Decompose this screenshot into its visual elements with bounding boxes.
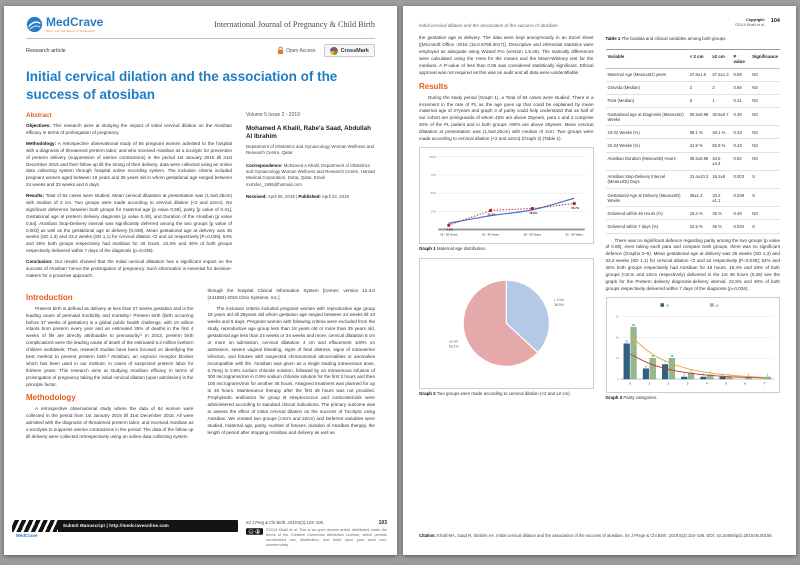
svg-text:5: 5 — [724, 381, 727, 386]
abstract-objectives: Objectives: This research aims at studying the impact of initial cervical dilation on the Atosiban efficacy in terms of prolongation of pregnancy. — [26, 123, 232, 135]
svg-text:5,9%: 5,9% — [446, 227, 454, 232]
medcrave-globe-icon — [26, 16, 43, 33]
svg-text:4: 4 — [705, 381, 708, 386]
open-access-badge — [277, 46, 315, 55]
abstract-methodology: Methodology: A retrospective observational study of 84 pregnant women admitted to the hospital with a diagnosis of threatened preterm labor, and who received Atosiban as a tocolytic for prevention of preterm delivery (suppression of uterine contractions) in the period 1st January 2015 till 31st December 2015 and their follow up till the timing of their delivery, data were collected using an online data collecting system through hospital online recording system. The inclusion criteria included pregnant women aged between 18 years and 35 years old in whom gestational age ranged between 24 weeks and 33 weeks and 6 days. — [26, 140, 232, 188]
table1-header: Variable — [606, 49, 688, 68]
table-row: 32-34 Weeks (%) 41.9 % 50.9 % 0.43 NS — [606, 139, 781, 152]
page2-number: 104 — [770, 18, 780, 24]
svg-text:2: 2 — [667, 381, 669, 386]
graph3-chart — [606, 297, 781, 394]
svg-text:26,2%: 26,2% — [487, 212, 496, 217]
table1-header: < 2 cm — [688, 49, 711, 68]
abstract-conclusion: Conclusion: Our results showed that the Initial cervical dilatation has a significant impact on the success of Atosiban' hence the prolongation of pregnancy. Such information is essential for decision-makers for a proactive approach. — [26, 259, 233, 278]
submit-manuscript-banner[interactable] — [12, 520, 238, 532]
page2-header — [419, 14, 780, 28]
maternal-age-line-chart — [422, 151, 591, 240]
svg-text:20: 20 — [615, 336, 619, 340]
page2-left-column — [419, 35, 594, 407]
svg-text:18 - 20 Years: 18 - 20 Years — [440, 232, 458, 237]
svg-text:0: 0 — [616, 377, 619, 381]
svg-text:25: 25 — [631, 323, 635, 327]
svg-text:50%: 50% — [430, 191, 437, 196]
logo-tagline: Step into the World of Research — [46, 29, 95, 33]
authors: Mohamed A Khalil, Rabe'a Saad, Abdullah Al Ibrahim — [246, 125, 372, 140]
open-access-icon — [277, 46, 284, 55]
page-1 — [4, 6, 397, 555]
correspondence: Correspondence: Mohamed A Khalil, Department of Obstetrics and Gynaecology Woman Wellness and Research Centre, Hamad Medical Corporation, Doha, Qatar, Email mohdoc_1985@hotmail.com — [246, 162, 375, 187]
cerner-paragraph: through the hospital Clinical Information System [Cerner; version 12.4.0 (441592)-2016 Citrix Systems, Inc.]. — [207, 287, 375, 300]
table-row: Para (Median) 0 1 0.41 NS — [606, 94, 781, 107]
svg-text:25%: 25% — [430, 209, 437, 214]
table-row: Gravida (Median) 2 2 0.69 NS — [606, 81, 781, 94]
svg-text:10: 10 — [669, 354, 673, 358]
article-info-column — [246, 112, 375, 284]
svg-text:5: 5 — [644, 365, 647, 369]
svg-text:1: 1 — [728, 373, 730, 377]
svg-text:< 2 cm: < 2 cm — [553, 298, 564, 303]
journal-header — [26, 16, 375, 39]
footer-brand: MedCrave — [16, 532, 38, 538]
svg-text:3: 3 — [689, 369, 692, 373]
svg-text:≥2: ≥2 — [714, 303, 719, 308]
affiliation: Department of Obstetrics and Gynaecology Woman Wellness and Research Centre, Qatar — [246, 143, 374, 156]
article-title: Initial cervical dilation and the association of the success of atosiban — [26, 69, 338, 102]
methodology-paragraph: A retrospective observational study where the data of 84 women were collected in the period from 1st January 2015 till 31st December 2015. All were admitted with the diagnosis of threatened preterm labor, and received Atosiban as a tocolysis to suppress uterine contractions in the period. The data of the follow up till delivery were collected retrospectively using an online data collecting system — [26, 406, 194, 440]
cc-license-icon — [246, 528, 263, 535]
page-2 — [403, 6, 796, 555]
page1-footer — [12, 520, 387, 549]
svg-text:7: 7 — [763, 381, 765, 386]
svg-text:1: 1 — [648, 381, 650, 386]
table1-body — [606, 68, 781, 233]
table1-header: P value — [732, 49, 751, 68]
svg-text:10: 10 — [615, 356, 619, 360]
svg-text:2: 2 — [709, 371, 711, 375]
medcrave-logo — [26, 16, 103, 33]
crossmark-badge[interactable] — [324, 44, 375, 57]
svg-text:31 - 35 Years: 31 - 35 Years — [565, 232, 583, 237]
svg-text:<2: <2 — [665, 303, 669, 308]
volume-issue: Volume 5 Issue 2 - 2019 — [246, 112, 300, 119]
svg-text:63.1%: 63.1% — [448, 344, 459, 349]
table1-header: Significance — [750, 49, 780, 68]
table-row: Maternal Age (Mean±SD) years 27.8±1.8 27.2±1.3 0.59 NS — [606, 68, 781, 81]
parity-bar-chart — [609, 301, 778, 390]
svg-text:30: 30 — [615, 315, 619, 319]
svg-text:1: 1 — [766, 373, 768, 377]
svg-text:28,8%: 28,8% — [529, 210, 538, 215]
table1 — [606, 49, 781, 234]
introduction-heading: Introduction — [26, 292, 73, 302]
svg-text:6: 6 — [743, 381, 746, 386]
svg-text:17: 17 — [624, 340, 628, 344]
abstract-column — [26, 112, 232, 284]
table-row: Delivered within 7 days (%) 22.5 % 46 % 0.034 S — [606, 220, 781, 233]
copyright-block: Copyright: ©2019 Khalil et al. — [734, 18, 765, 28]
open-access-label: Open Access — [286, 47, 316, 54]
svg-text:10: 10 — [650, 354, 654, 358]
license-text: ©2019 Khalil et al. This is an open access article distributed under the terms of the Creative Commons Attribution License, which permits unrestricted use, distribution, and build upon your work non-commercially. — [266, 527, 387, 547]
introduction-paragraph: Preterm birth is defined as delivery at less than 37 weeks gestation and is the leading cause of perinatal morbidity and mortality.¹ Preterm birth (birth occurring before 37 weeks of gestation) is a global public health challenge, with 15 million infants born preterm every year and an estimated 35% of deaths in the first 4 weeks of life are directly attributable to prematurity.² In 2013, preterm birth complications were the leading cause of death of the estimated 6.3 million liveborn children worldwide; Thus, research studies have been focused on identifying the best method to prevent preterm birth.³ Atosiban, an oxytocin receptor blocker which has been used in our institute, in cases of suspected preterm labor for thirteen years. This research aims at studying Atosiban efficacy in terms of prolongation of pregnancy taking the initial cervical dilation (upon admission) is the principle factor. — [26, 305, 194, 387]
results-heading: Results — [419, 81, 448, 91]
article-type-label: Research article — [26, 47, 66, 54]
svg-text:26 - 30 Years: 26 - 30 Years — [523, 232, 542, 237]
svg-text:35,7%: 35,7% — [571, 205, 580, 210]
abstract-results: Results: Total of 84 cases were studied. Mean cervical dilatation at presentation was (1,9±0,25cm) with median of 2 cm. Two groups were made according to cervical dilation (<2 and ≥2cm). No significant deference between both groups for maternal age [p value 0,59], parity [p value of 0.41], Gestational age at preterm delivery diagnosis [p value 0.49], and Duration of the Atosiban [p value 0,54]. Atosiban Stop-Delivery interval was significantly deferred among the two groups [p value of 0,003] as well as the gestational age at delivery [0,039]. Mean gestational age at delivery was 35 weeks (SD 1,3) and 33,2 weeks (SD 1,1) for cervical dilation <2 and ≥2 respectively [P=0,039]. 54% and 45% both groups respectively had Atosiban for 48 hours. 22,5% and 46% of both groups respectively delivered within 7 days of the diagnosis (p=0,036). — [26, 193, 232, 254]
statistics-paragraph: the gestation age at delivery. The data were kept anonymously in an Excel sheet [(Microsoft Office -2016 (16.0.6769.2017)]. Descriptive and inferential statistics were employed as adequate using Wizard Pro (version 1.9.26). The statically differences were calculated using the t-test for the means and the Mann-Whitney test for the medians. A P-value of less than 0.05 was considered statistically significant. Ethical approval was not required as this was an audit and all data were unidentifiable. — [419, 35, 594, 75]
graph2-chart — [419, 258, 594, 389]
methodology-heading: Methodology — [26, 393, 76, 403]
received-published: Received: April 08, 2019 | Published: April 23, 2019 — [246, 194, 349, 200]
svg-text:1: 1 — [721, 373, 723, 377]
logo-text: MedCrave — [46, 15, 104, 29]
page1-left-column — [26, 288, 194, 445]
running-title: Initial cervical dilation and the association of the success of atosiban — [419, 23, 558, 28]
abstract-heading: Abstract — [26, 112, 52, 120]
post-table-paragraph: There was no significant defence regarding parity among the two groups [p value of 0.86], even taking each para and compare both groups, there was no significant defence (Graphs 3–9). Mean gestational age at delivery was 35 weeks (SD 1,3) and 33,2 weeks (SD 1,1) for cervical dilation <2 and ≥2 respectively [P=0,039]; 54% and 45% both groups respectively had Atosiban for 48 hours. 19,4% and 26% of both groups (<2cm and ≥2cm respectively) delivered in the 1st 48 hours (0,49) see the graph for the Preterm delivery diagnosis-delivery interval. 22,5% and 46% of both groups respectively delivered within 7 days of the diagnosis (p=0,034). — [605, 237, 780, 291]
inclusion-criteria-paragraph: The inclusion criteria included pregnant women with reproductive age group 18 years old till 35years old whom gestation age ranged between 24 weeks till 33 weeks and 6 days. Pregnant women with following criteria were excluded from the study, reproductive age group less than 18 years old or more than 35 years old, gestational age less than 24 weeks or 34 weeks and more, cervical dilatation 5 cm or more on admission, cervical dilatation 4 cm and effacement 100% on admission, severe vaginal bleeding, signs of fetal distress, signs of intrauterine infection, and fetuses with suspected chromosomal abnormalities or anomalies incompatible with life. Atosiban was given as a single loading intravenous dose, 6.75mg in 0.9% sodium chloride solution, followed by an intravenous infusion of 300 micrograms/min in 0.9% sodium chloride solution for the first 3 hours and then 100 micrograms/min for another 45 hours. Assigned treatment was planned for up to 48 hours. Maintenance therapy after the first 48 hours was not provided. Prophylactic antibiotics for group B streptococcus and corticosteroids were administered according to standard clinical indications. The primary outcome was to assess the effect of initial cervical dilation on the success of Tocolytic using Atosiban. We created two groups (<2cm and ≥2cm) and Deferent variables were studied, maternal age, parity, number of fetuses, duration of Atosiban therapy, the length of period after stopping Atosiban and delivery as well as — [207, 305, 375, 435]
table-row: Gestational Age at Delivery (Mean±SD) Weeks 35±1.3 33.2 ±1.1 0.039 S — [606, 189, 781, 207]
graph1-caption: Graph 1 Maternal age distribution. — [419, 245, 487, 251]
svg-text:3: 3 — [686, 381, 688, 386]
graph2-caption: Graph 2 Two groups were made according to cervical dilation (<2 and ≥2 cm). — [419, 390, 571, 396]
svg-text:100%: 100% — [429, 154, 437, 159]
crossmark-icon — [330, 47, 338, 55]
table-row: Atosiban Duration (Mean±SD) Hours 35.5±5.96 34.6 ±4.4 0.82 NS — [606, 152, 781, 170]
svg-text:1: 1 — [702, 373, 704, 377]
cervical-dilation-pie-chart — [422, 262, 591, 385]
journal-citation: Int J Preg & Chi Birth. 2019;5(2):103‒106. — [246, 519, 324, 525]
page2-footer — [419, 533, 780, 539]
results-paragraph: During the study period (Graph 1), a Total of 84 cases were studied. There is a increment in the rate of PL as the age goes up that could be explained by mean maternal age of 27years and graph 3 of parity could help understand that as half of our cohort are primigravida of whom 45% are above 25years, para 1 and 2 comprise 40% of the PL patient and in both groups >80% are above 25years. Mean cervical dilatation at presentation was (1,9±0,25cm) with median of 2cm. Two groups were made according to cervical dilation (<2 and ≥2cm) (Graph 2) (Table 1). — [419, 94, 594, 142]
graph1-chart — [419, 147, 594, 244]
full-citation: Citation: Khalil MA, Saad R, Ibrahim AA. Initial cervical dilation and the association of the success of atosiban. Int J Pregn & Chi Birth. 2019;5(2):103‒106. DOI: 10.15406/ipcb.2019.05.00156 — [419, 533, 772, 539]
svg-text:36.9%: 36.9% — [554, 303, 564, 308]
table1-head-row — [606, 49, 781, 68]
journal-name: International Journal of Pregnancy & Child Birth — [214, 20, 375, 29]
table-row: 24-32 Weeks (%) 58.1 % 49.1 % 0.43 NS — [606, 126, 781, 139]
svg-text:cc: cc — [249, 529, 253, 534]
table-row: Delivered within 48 Hours (%) 19.4 % 26 % 0.49 NS — [606, 207, 781, 220]
graph3-caption: Graph 3 Parity categories. — [605, 395, 658, 401]
svg-text:21 - 25 Years: 21 - 25 Years — [481, 232, 500, 237]
submit-manuscript-label: Submit Manuscript | http://medcraveonline.com — [63, 523, 169, 528]
crossmark-label: CrossMark — [340, 47, 369, 54]
banner-stripes-decoration — [12, 520, 58, 532]
svg-text:1: 1 — [747, 373, 749, 377]
table1-caption: Table 1 The biodata and clinical variables among both groups — [605, 36, 726, 42]
svg-text:75%: 75% — [430, 172, 437, 177]
table-row: Atosiban Stop-Delivery Interval (Mean±SD) Days 31.4±10.2 16.2±5 0.003 S — [606, 170, 781, 188]
table-row: Gestational age at Diagnosis (Mean±SD) Weeks 30.5±0.98 30.9±0.7 0.49 NS — [606, 108, 781, 126]
svg-text:≥2 cm: ≥2 cm — [449, 339, 459, 344]
svg-text:0: 0 — [628, 381, 631, 386]
page1-number: 103 — [378, 519, 387, 526]
table1-header: ≥2 cm — [710, 49, 731, 68]
page2-right-column — [606, 35, 781, 407]
svg-text:1: 1 — [683, 373, 685, 377]
svg-text:7: 7 — [663, 360, 666, 364]
page1-right-column — [208, 288, 376, 445]
